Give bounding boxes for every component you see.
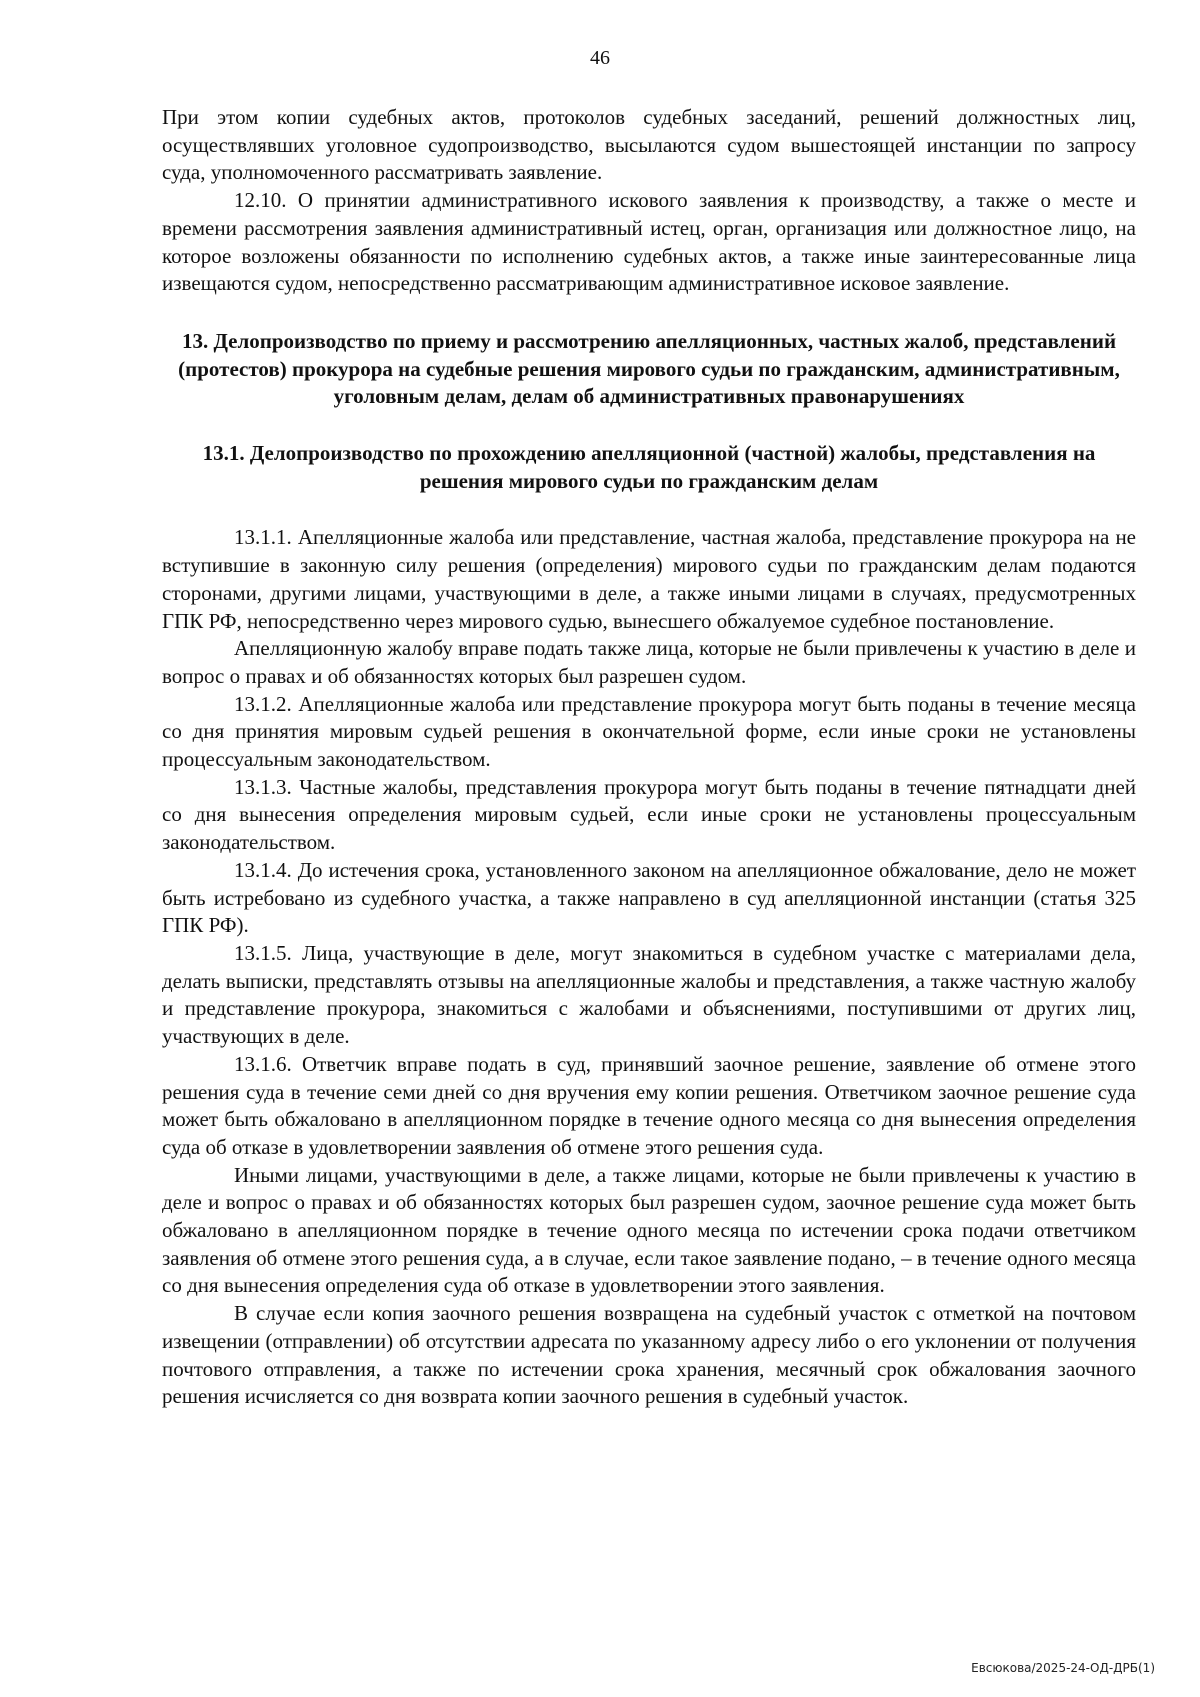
- paragraph-other-persons: Иными лицами, участвующими в деле, а также лицами, которые не были привлечены к участию в деле и вопрос о правах и об обязанностях которых был разрешен судом, заочное решение суда может быть обжаловано в апелляционном порядке в течение одного месяца по истечении срока подачи ответчиком заявления об отмене этого решения суда, а в случае, если такое заявление подано, – в течение одного месяца со дня вынесения определения суда об отказе в удовлетворении этого заявления.: [162, 1162, 1136, 1298]
- paragraph-returned-copy: В случае если копия заочного решения возвращена на судебный участок с отметкой на почтовом извещении (отправлении) об отсутствии адресата по указанному адресу либо о его уклонении от получения почтового отправления, а также по истечении срока хранения, месячный срок обжалования заочного решения исчисляется со дня возврата копии заочного решения в судебный участок.: [162, 1301, 1136, 1409]
- document-body: [162, 104, 1136, 1411]
- paragraph-appeal-right: Апелляционную жалобу вправе подать также лица, которые не были привлечены к участию в деле и вопрос о правах и об обязанностях которых был разрешен судом.: [162, 636, 1136, 688]
- paragraph-12-10: 12.10. О принятии административного искового заявления к производству, а также о месте и времени рассмотрения заявления административный истец, орган, организация или должностное лицо, на которое возложены обязанности по исполнению судебных актов, а также иные заинтересованные лица извещаются судом, непосредственно рассматривающим административное исковое заявление.: [162, 188, 1136, 296]
- paragraph-13-1-4: 13.1.4. До истечения срока, установленного законом на апелляционное обжалование, дело не может быть истребовано из судебного участка, а также направлено в суд апелляционной инстанции (статья 325 ГПК РФ).: [162, 857, 1136, 938]
- paragraph-top-1: При этом копии судебных актов, протоколов судебных заседаний, решений должностных лиц, осуществлявших уголовное судопроизводство, высылаются судом вышестоящей инстанции по запросу суда, уполномоченного рассматривать заявление.: [162, 105, 1136, 185]
- paragraph-13-1-6: 13.1.6. Ответчик вправе подать в суд, принявший заочное решение, заявление об отмене этого решения суда в течение семи дней со дня вручения ему копии решения. Ответчиком заочное решение суда может быть обжаловано в апелляционном порядке в течение одного месяца со дня вынесения определения суда об отказе в удовлетворении заявления об отмене этого решения суда.: [162, 1051, 1136, 1159]
- paragraph-13-1-1: 13.1.1. Апелляционные жалоба или представление, частная жалоба, представление прокурора на не вступившие в законную силу решения (определения) мирового судьи по гражданским делам подаются сторонами, другими лицами, участвующими в деле, а также иными лицами в случаях, предусмотренных ГПК РФ, непосредственно через мирового судью, вынесшего обжалуемое судебное постановление.: [162, 525, 1136, 633]
- subsection-title: 13.1. Делопроизводство по прохождению апелляционной (частной) жалобы, представления на решения мирового судьи по гражданским делам: [202, 441, 1096, 493]
- page-number: 46: [590, 47, 610, 69]
- paragraph-13-1-2: 13.1.2. Апелляционные жалоба или представление прокурора могут быть поданы в течение месяца со дня принятия мировым судьей решения в окончательной форме, если иные сроки не установлены процессуальным законодательством.: [162, 691, 1136, 772]
- section-title: 13. Делопроизводство по приему и рассмотрению апелляционных, частных жалоб, представлений (протестов) прокурора на судебные решения мирового судьи по гражданским, административным, уголовным делам, делам об административных правонарушениях: [178, 328, 1120, 409]
- paragraph-13-1-3: 13.1.3. Частные жалобы, представления прокурора могут быть поданы в течение пятнадцати дней со дня вынесения определения мировым судьей, если иные сроки не установлены процессуальным законодательством.: [162, 774, 1136, 855]
- footer-reference: Евсюкова/2025-24-ОД-ДРБ(1): [971, 1661, 1155, 1675]
- paragraph-13-1-5: 13.1.5. Лица, участвующие в деле, могут знакомиться в судебном участке с материалами дела, делать выписки, представлять отзывы на апелляционные жалобы и представления, а также частную жалобу и представление прокурора, знакомиться с жалобами и объяснениями, поступившими от других лиц, участвующих в деле.: [162, 940, 1136, 1049]
